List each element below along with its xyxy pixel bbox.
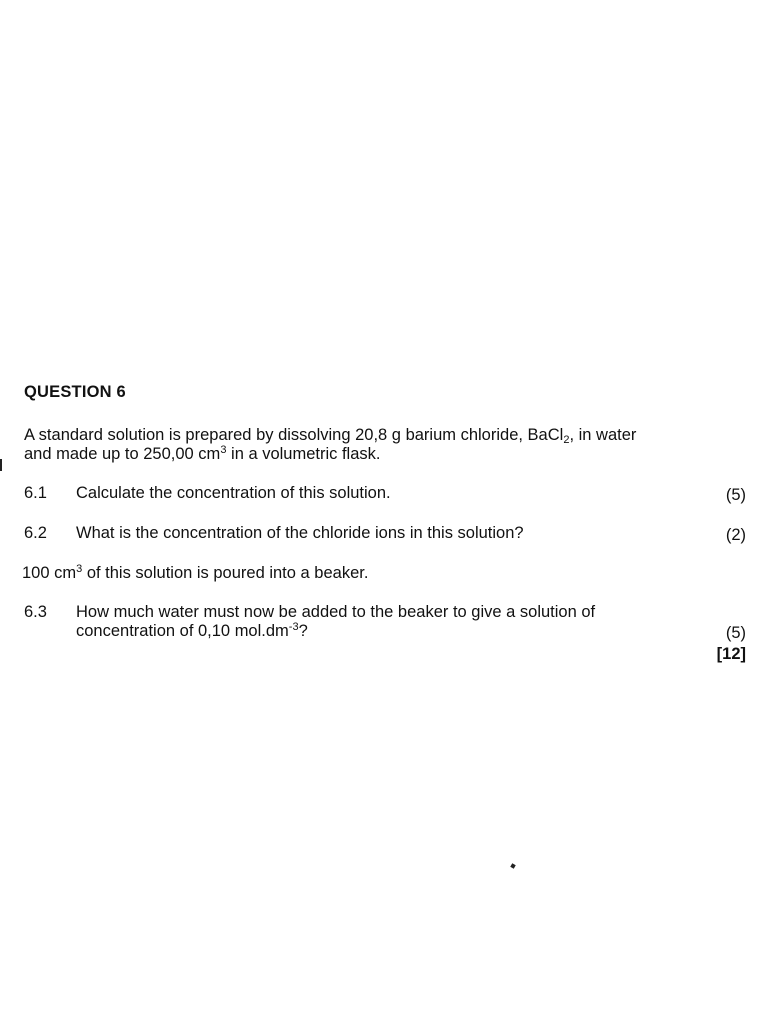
question-6-2-number: 6.2 — [24, 524, 47, 542]
intro-line-1: A standard solution is prepared by dissolving 20,8 g barium chloride, BaCl$_2$, in water — [24, 426, 637, 446]
question-6-1-marks: (5) — [725, 486, 746, 504]
question-6-2-text: What is the concentration of the chloride ions in this solution? — [76, 524, 524, 542]
intro-line-2: and made up to 250,00 $cm^3$ in a volumetric flask. — [24, 444, 381, 463]
question-6-3-line-1: How much water must now be added to the beaker to give a solution of — [76, 603, 596, 621]
statement-line: 100 $cm^3$ of this solution is poured into a beaker. — [22, 563, 369, 582]
question-title: QUESTION 6 — [24, 383, 126, 401]
question-6-3-number: 6.3 — [24, 603, 47, 621]
question-6-2-marks: (2) — [725, 526, 746, 544]
question-6-3-marks: (5) — [725, 624, 746, 642]
question-6-1-text: Calculate the concentration of this solution. — [76, 484, 391, 502]
question-total-marks: [12] — [716, 645, 746, 663]
scan-speck — [510, 863, 515, 868]
question-6-3-line-2: concentration of 0,10 $mol.dm^{-3}$? — [76, 621, 308, 640]
question-6-1-number: 6.1 — [24, 484, 47, 502]
margin-mark — [0, 459, 2, 471]
